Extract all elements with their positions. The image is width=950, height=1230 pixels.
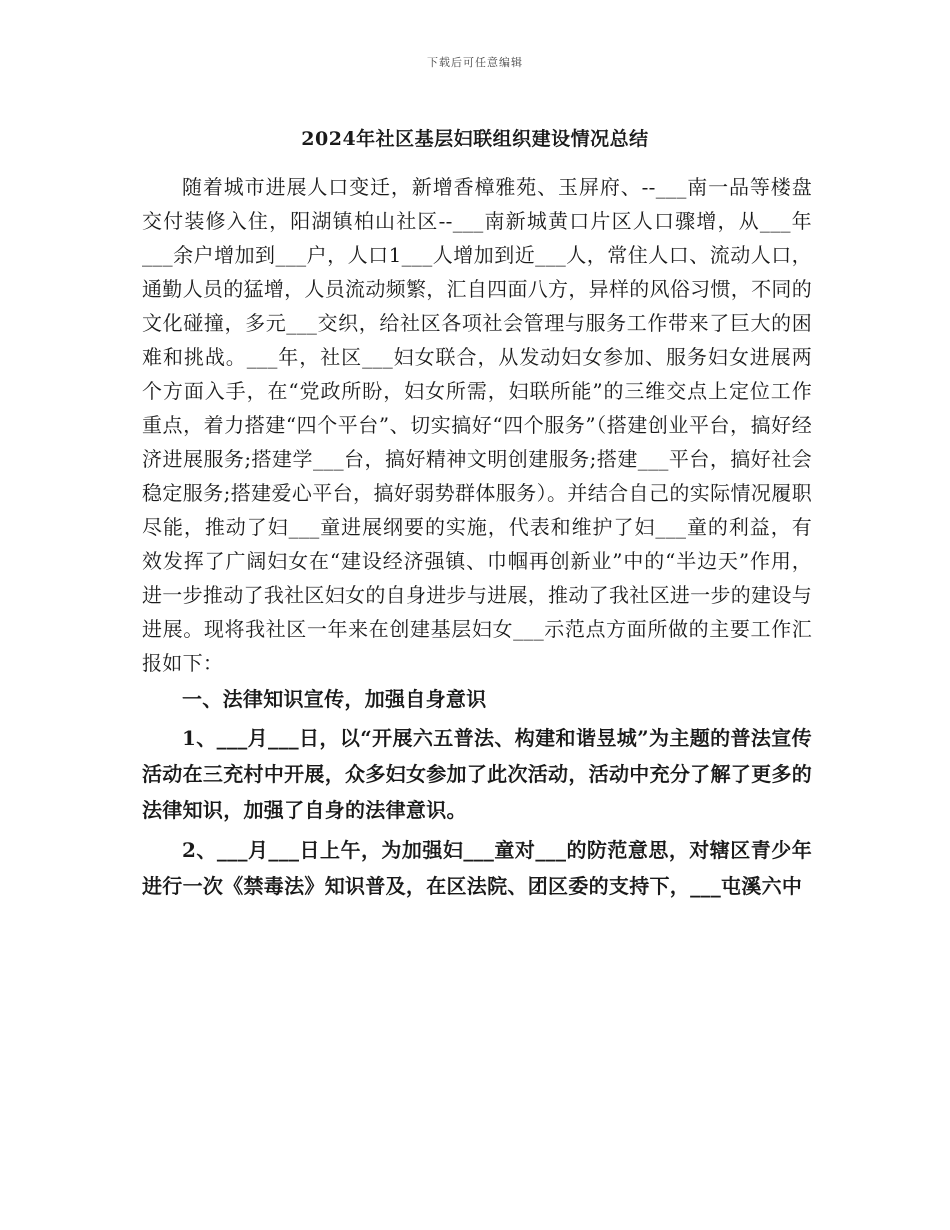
list-item: 2、___月___日上午，为加强妇___童对___的防范意思，对辖区青少年进行一次《禁毒法》知识普及，在区法院、团区委的支持下，___屯溪六中: [142, 838, 812, 898]
list-item: 1、___月___日，以“开展六五普法、构建和谐昱城”为主题的普法宣传活动在三充村中开展，众多妇女参加了此次活动，活动中充分了解了更多的法律知识，加强了自身的法律意识。: [142, 726, 812, 822]
document-title: 2024年社区基层妇联组织建设情况总结: [301, 128, 649, 150]
section-heading: 一、法律知识宣传，加强自身意识: [182, 687, 487, 711]
header-note: 下载后可任意编辑: [427, 56, 523, 69]
intro-paragraph: 随着城市进展人口变迁，新增香樟雅苑、玉屏府、--___南一品等楼盘交付装修入住，阳湖镇柏山社区--___南新城黄口片区人口骤增，从___年___余户增加到___户，人口1___人增加到近___人，常住人口、流动人口，通勤人员的猛增，人员流动频繁，汇自四面八方，异样的风俗习惯，不同的文化碰撞，多元___交织，给社区各项社会管理与服务工作带来了巨大的困难和挑战。___年，社区___妇女联合，从发动妇女参加、服务妇女进展两个方面入手，在“党政所盼，妇女所需，妇联所能”的三维交点上定位工作重点，着力搭建“四个平台”、切实搞好“四个服务”（搭建创业平台，搞好经济进展服务;搭建学___台，搞好精神文明创建服务;搭建___平台，搞好社会稳定服务;搭建爱心平台，搞好弱势群体服务）。并结合自己的实际情况履职尽能，推动了妇___童进展纲要的实施，代表和维护了妇___童的利益，有效发挥了广阔妇女在“建设经济强镇、巾帼再创新业”中的“半边天”作用，进一步推动了我社区妇女的自身进步与进展，推动了我社区进一步的建设与进展。现将我社区一年来在创建基层妇女___示范点方面所做的主要工作汇报如下：: [142, 175, 812, 675]
document-body: [142, 170, 812, 904]
